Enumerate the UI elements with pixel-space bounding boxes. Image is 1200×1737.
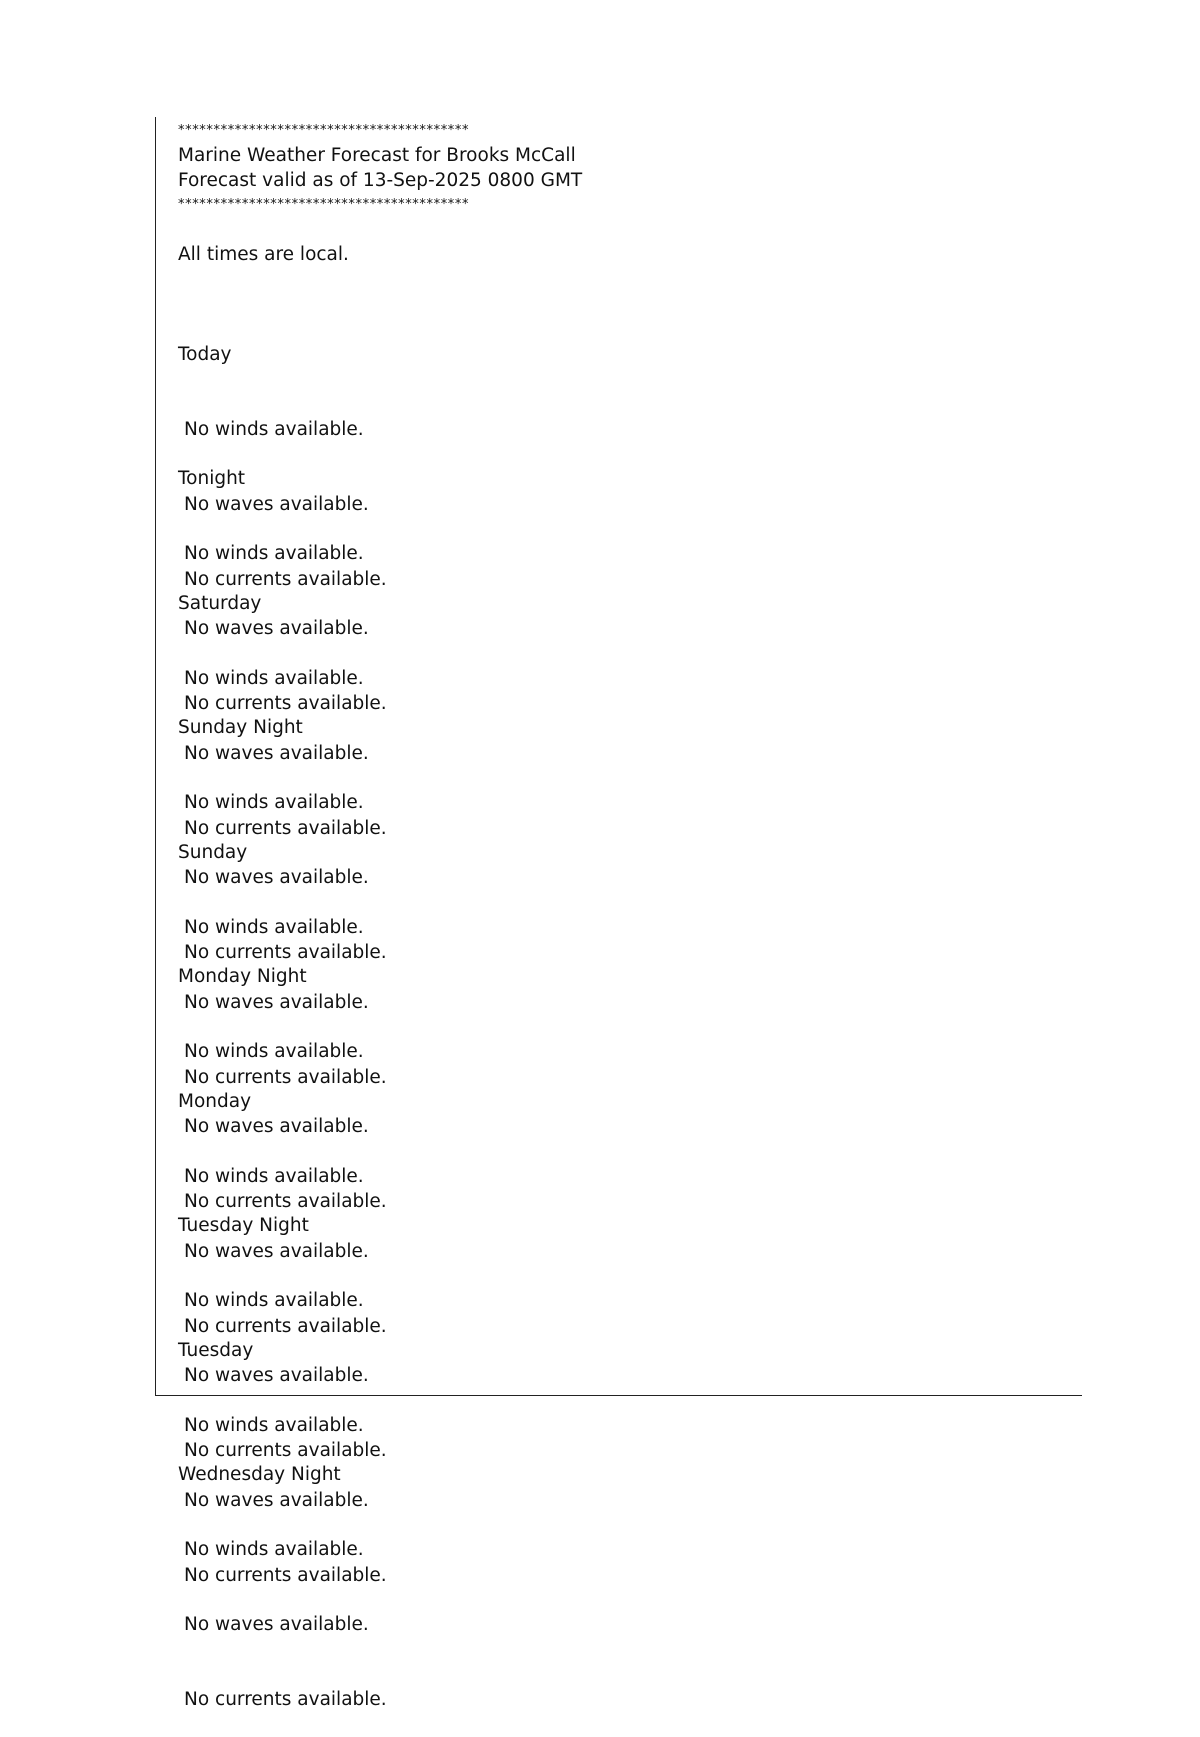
period-name: Tuesday xyxy=(178,1340,254,1361)
period-name: Today xyxy=(178,344,232,365)
period-name: Tuesday Night xyxy=(178,1215,309,1236)
period-name: Sunday xyxy=(178,842,248,863)
winds-text: No winds available. xyxy=(184,792,364,813)
period-name: Sunday Night xyxy=(178,717,303,738)
waves-text: No waves available. xyxy=(184,1116,369,1137)
currents-text: No currents available. xyxy=(184,1067,387,1088)
currents-text: No currents available. xyxy=(184,942,387,963)
period-name: Saturday xyxy=(178,593,262,614)
currents-text: No currents available. xyxy=(184,818,387,839)
waves-text: No waves available. xyxy=(184,1490,369,1511)
winds-text: No winds available. xyxy=(184,1290,364,1311)
winds-text: No winds available. xyxy=(184,543,364,564)
winds-text: No winds available. xyxy=(184,668,364,689)
winds-text: No winds available. xyxy=(184,917,364,938)
time-note: All times are local. xyxy=(178,244,349,265)
winds-text: No winds available. xyxy=(184,1539,364,1560)
waves-text: No waves available. xyxy=(184,494,369,515)
forecast-title: Marine Weather Forecast for Brooks McCall xyxy=(178,145,576,166)
currents-text: No currents available. xyxy=(184,1440,387,1461)
period-name: Monday xyxy=(178,1091,252,1112)
period-name: Wednesday Night xyxy=(178,1464,341,1485)
period-name: Monday Night xyxy=(178,966,307,987)
header-stars-top: ***************************************** xyxy=(178,123,470,138)
forecast-valid-time: Forecast valid as of 13-Sep-2025 0800 GMT xyxy=(178,170,583,191)
waves-text: No waves available. xyxy=(184,743,369,764)
waves-text: No waves available. xyxy=(184,618,369,639)
waves-text: No waves available. xyxy=(184,1614,369,1635)
waves-text: No waves available. xyxy=(184,1241,369,1262)
currents-text: No currents available. xyxy=(184,1191,387,1212)
waves-text: No waves available. xyxy=(184,992,369,1013)
winds-text: No winds available. xyxy=(184,1041,364,1062)
header-stars-bottom: ***************************************** xyxy=(178,197,470,212)
currents-text: No currents available. xyxy=(184,1565,387,1586)
winds-text: No winds available. xyxy=(184,1415,364,1436)
period-name: Tonight xyxy=(178,468,246,489)
currents-text: No currents available. xyxy=(184,693,387,714)
currents-text: No currents available. xyxy=(184,569,387,590)
currents-text: No currents available. xyxy=(184,1316,387,1337)
currents-text: No currents available. xyxy=(184,1689,387,1710)
winds-text: No winds available. xyxy=(184,1166,364,1187)
winds-text: No winds available. xyxy=(184,419,364,440)
waves-text: No waves available. xyxy=(184,1365,369,1386)
waves-text: No waves available. xyxy=(184,867,369,888)
